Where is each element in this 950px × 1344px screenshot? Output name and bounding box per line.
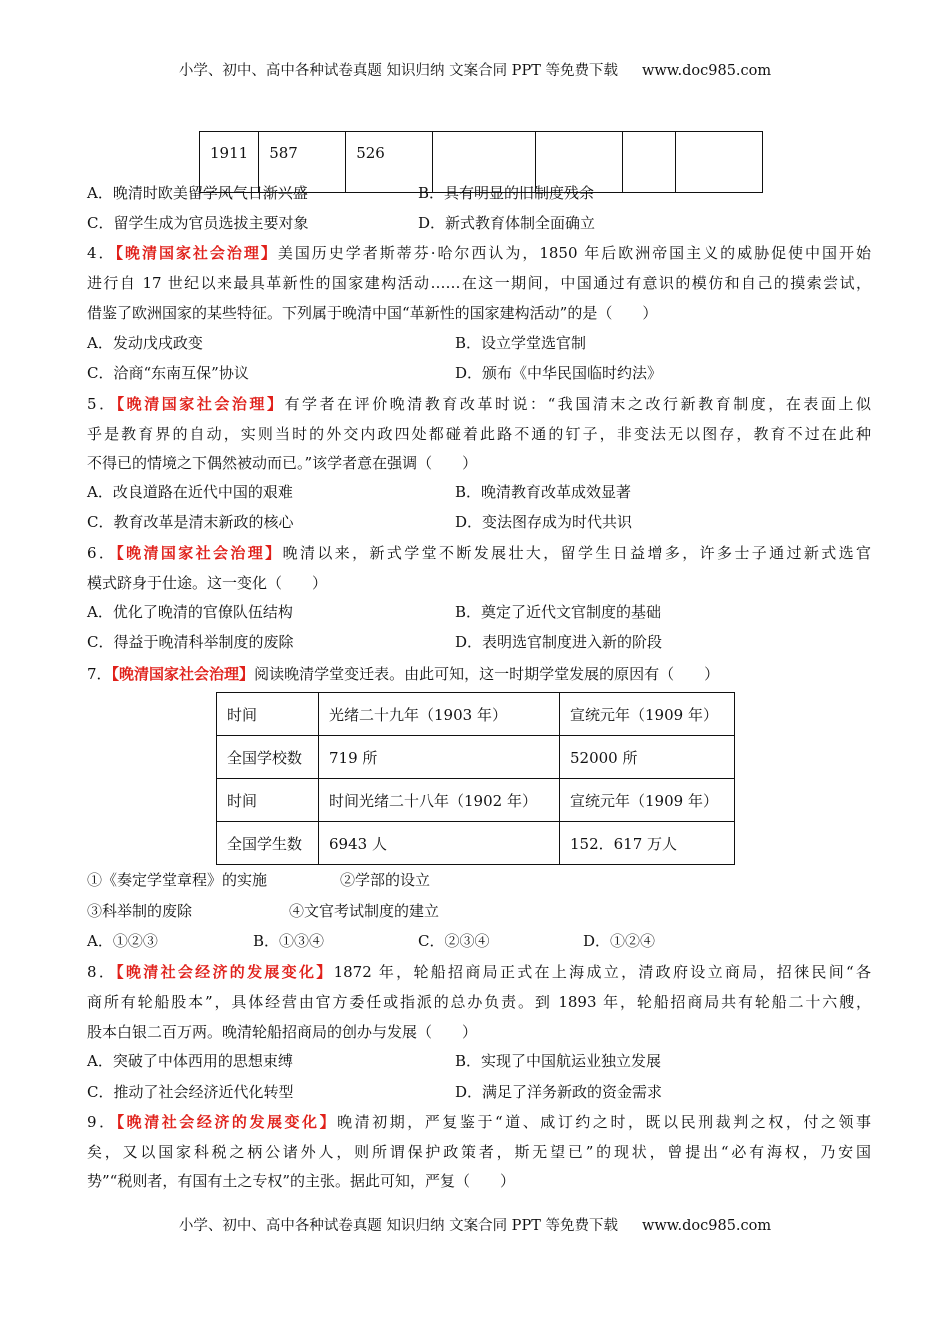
option: B．实现了中国航运业独立发展 [455,1052,662,1070]
cell: 152．617 万人 [560,822,735,865]
option: C．教育改革是清末新政的核心 [87,513,294,531]
table-row [217,779,735,822]
question-text: 晚清初期，严复鉴于“道、咸订约之时，既以民刑裁判之权，付之领事 [337,1113,871,1131]
cell: 全国学生数 [217,822,319,865]
question-text: 阅读晚清学堂变迁表。由此可知，这一时期学堂发展的原因有（ ） [254,665,720,683]
question-number: 4． [87,244,116,262]
option: A．突破了中体西用的思想束缚 [87,1052,293,1070]
option: A．①②③ [87,932,158,950]
option: A．优化了晚清的官僚队伍结构 [87,603,293,621]
statement: ③科举制的废除 [87,902,193,920]
statement: ①《奏定学堂章程》的实施 [87,871,268,889]
question-number: 7． [87,665,112,683]
question-number: 5． [87,395,117,413]
footer-url: www.doc985.com [641,1218,772,1234]
cell: 时间光绪二十八年（1902 年） [319,779,560,822]
option: C．洽商“东南互保”协议 [87,364,249,382]
question-text: 模式跻身于仕途。这一变化（ ） [87,574,328,592]
header-text: 小学、初中、高中各种试卷真题 知识归纳 文案合同 PPT 等免费下载 [178,63,618,79]
topic-tag: 【晚清国家社会治理】 [116,395,285,413]
statement: ④文官考试制度的建立 [289,902,440,920]
statement: ②学部的设立 [340,871,431,889]
question-6 [87,543,871,563]
topic-tag: 【晚清国家社会治理】 [116,544,283,562]
option: D．新式教育体制全面确立 [418,214,596,232]
footer-text: 小学、初中、高中各种试卷真题 知识归纳 文案合同 PPT 等免费下载 [178,1218,618,1234]
option: C．得益于晚清科举制度的废除 [87,633,294,651]
topic-tag: 【晚清国家社会治理】 [115,244,278,262]
question-text: 1872 年，轮船招商局正式在上海成立，清政府设立商局，招徕民间“各 [333,963,871,981]
cell: 6943 人 [319,822,560,865]
option: B．具有明显的旧制度残余 [418,184,595,202]
school-table [216,692,735,865]
question-text: 势”“税则者，有国有土之专权”的主张。据此可知，严复（ ） [87,1172,516,1190]
option: C．②③④ [418,932,490,950]
table-row [217,693,735,736]
page-footer [0,1214,950,1235]
cell: 光绪二十九年（1903 年） [319,693,560,736]
question-text: 股本白银二百万两。晚清轮船招商局的创办与发展（ ） [87,1023,478,1041]
option: D．颁布《中华民国临时约法》 [455,364,663,382]
question-9 [87,1112,871,1132]
question-text: 有学者在评价晚清教育改革时说：“我国清末之改行新教育制度，在表面上似 [284,395,871,413]
header-url: www.doc985.com [641,63,772,79]
option: D．满足了洋务新政的资金需求 [455,1083,663,1101]
topic-tag: 【晚清社会经济的发展变化】 [116,1113,338,1131]
cell: 全国学校数 [217,736,319,779]
question-text: 商所有轮船股本”，具体经营由官方委任或指派的总办负责。到 1893 年，轮船招商局共有轮船二十六艘， [87,993,871,1011]
question-4 [87,243,871,263]
question-number: 8． [87,963,117,981]
question-text: 晚清以来，新式学堂不断发展壮大，留学生日益增多，许多士子通过新式选官 [282,544,871,562]
option: B．晚清教育改革成效显著 [455,483,632,501]
cell: 587 [259,132,346,193]
question-text: 矣，又以国家科税之柄公诸外人，则所谓保护政策者，斯无望已”的现状，曾提出“必有海权，乃安国 [87,1143,871,1161]
question-text: 进行自 17 世纪以来最具革新性的国家建构活动……在这一期间，中国通过有意识的模仿和自己的摸索尝试， [87,274,871,292]
cell: 1911 [200,132,259,193]
option: C．留学生成为官员选拔主要对象 [87,214,309,232]
question-number: 9． [87,1113,117,1131]
cell [623,132,676,193]
cell: 52000 所 [560,736,735,779]
cell: 宣统元年（1909 年） [560,693,735,736]
question-text: 不得已的情境之下偶然被动而已。”该学者意在强调（ ） [87,454,478,472]
cell: 526 [346,132,433,193]
question-8 [87,962,871,982]
page-header [0,59,950,80]
question-text: 借鉴了欧洲国家的某些特征。下列属于晚清中国“革新性的国家建构活动”的是（ ） [87,304,658,322]
question-number: 6． [87,544,117,562]
question-text: 乎是教育界的自动，实则当时的外交内政四处都碰着此路不通的钉子，非变法无以图存，教育不过在此种 [87,425,871,443]
option: A．晚清时欧美留学风气日渐兴盛 [87,184,308,202]
option: D．表明选官制度进入新的阶段 [455,633,663,651]
option: A．改良道路在近代中国的艰难 [87,483,293,501]
table-row [217,736,735,779]
question-5 [87,394,871,414]
option: D．变法图存成为时代共识 [455,513,633,531]
option: D．①②④ [583,932,656,950]
option: A．发动戊戌政变 [87,334,203,352]
cell: 宣统元年（1909 年） [560,779,735,822]
table-row [217,822,735,865]
cell: 时间 [217,779,319,822]
topic-tag: 【晚清社会经济的发展变化】 [116,963,334,981]
cell: 时间 [217,693,319,736]
option: B．奠定了近代文官制度的基础 [455,603,662,621]
option: C．推动了社会经济近代化转型 [87,1083,294,1101]
question-7 [87,664,719,684]
option: B．设立学堂选官制 [455,334,587,352]
topic-tag: 【晚清国家社会治理】 [111,665,255,683]
option: B．①③④ [253,932,325,950]
cell: 719 所 [319,736,560,779]
question-text: 美国历史学者斯蒂芬·哈尔西认为，1850 年后欧洲帝国主义的威胁促使中国开始 [277,244,871,262]
cell [676,132,763,193]
